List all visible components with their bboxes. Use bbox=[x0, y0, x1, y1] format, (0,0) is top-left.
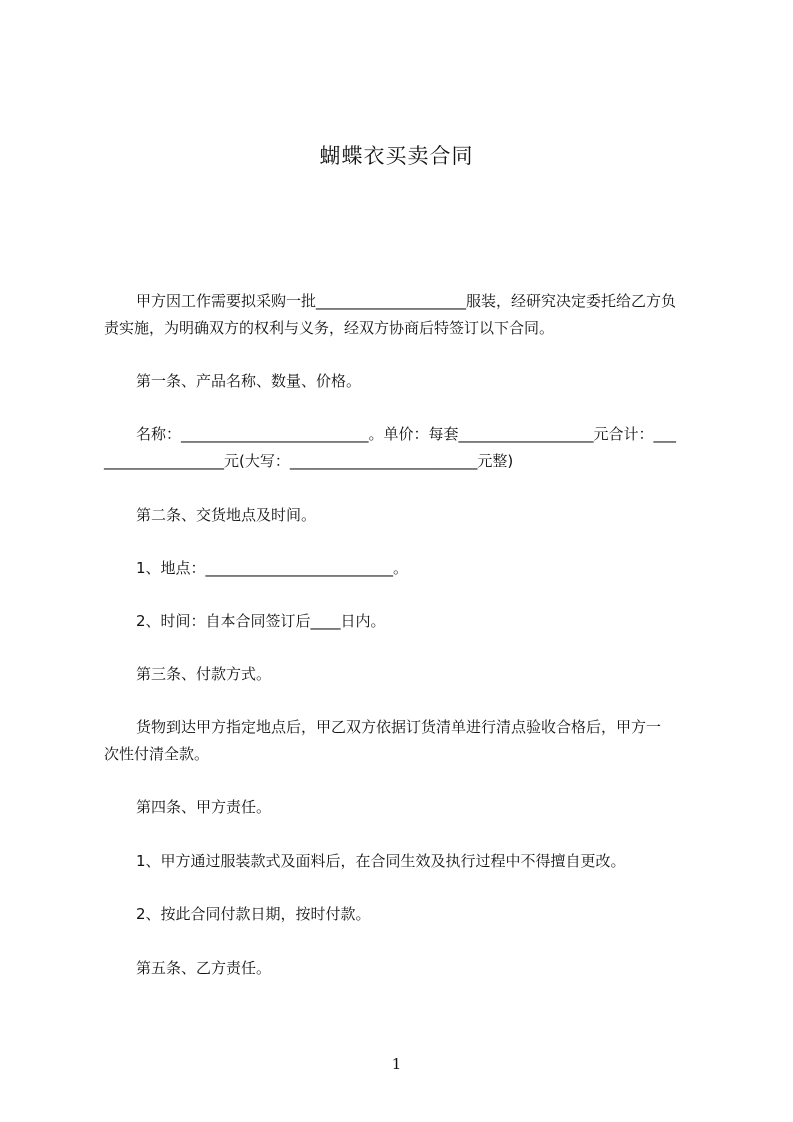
paragraph-line: 甲方因工作需要拟采购一批____________________服装，经研究决定委托给乙方负 bbox=[136, 292, 677, 310]
document-title: 蝴蝶衣买卖合同 bbox=[319, 144, 474, 168]
paragraph-line: 名称：_________________________。单价：每套__________________元合计：___ bbox=[136, 425, 677, 443]
clause-item: 1、甲方通过服装款式及面料后，在合同生效及执行过程中不得擅自更改。 bbox=[136, 852, 626, 870]
page-number: 1 bbox=[391, 1055, 402, 1073]
article-heading: 第四条、甲方责任。 bbox=[136, 798, 272, 816]
paragraph-line: ________________元(大写：_________________________元整) bbox=[104, 452, 514, 470]
article-heading: 第一条、产品名称、数量、价格。 bbox=[136, 372, 362, 390]
clause-item: 1、地点：_________________________。 bbox=[136, 559, 409, 577]
article-heading: 第二条、交货地点及时间。 bbox=[136, 506, 317, 524]
article-heading: 第五条、乙方责任。 bbox=[136, 959, 272, 977]
paragraph-line: 责实施，为明确双方的权利与义务，经双方协商后特签订以下合同。 bbox=[104, 319, 555, 337]
article-heading: 第三条、付款方式。 bbox=[136, 665, 272, 683]
clause-item: 2、时间：自本合同签订后____日内。 bbox=[136, 612, 386, 630]
paragraph-line: 货物到达甲方指定地点后，甲乙双方依据订货清单进行清点验收合格后，甲方一 bbox=[136, 718, 662, 736]
paragraph-line: 次性付清全款。 bbox=[104, 745, 210, 763]
clause-item: 2、按此合同付款日期，按时付款。 bbox=[136, 905, 371, 923]
